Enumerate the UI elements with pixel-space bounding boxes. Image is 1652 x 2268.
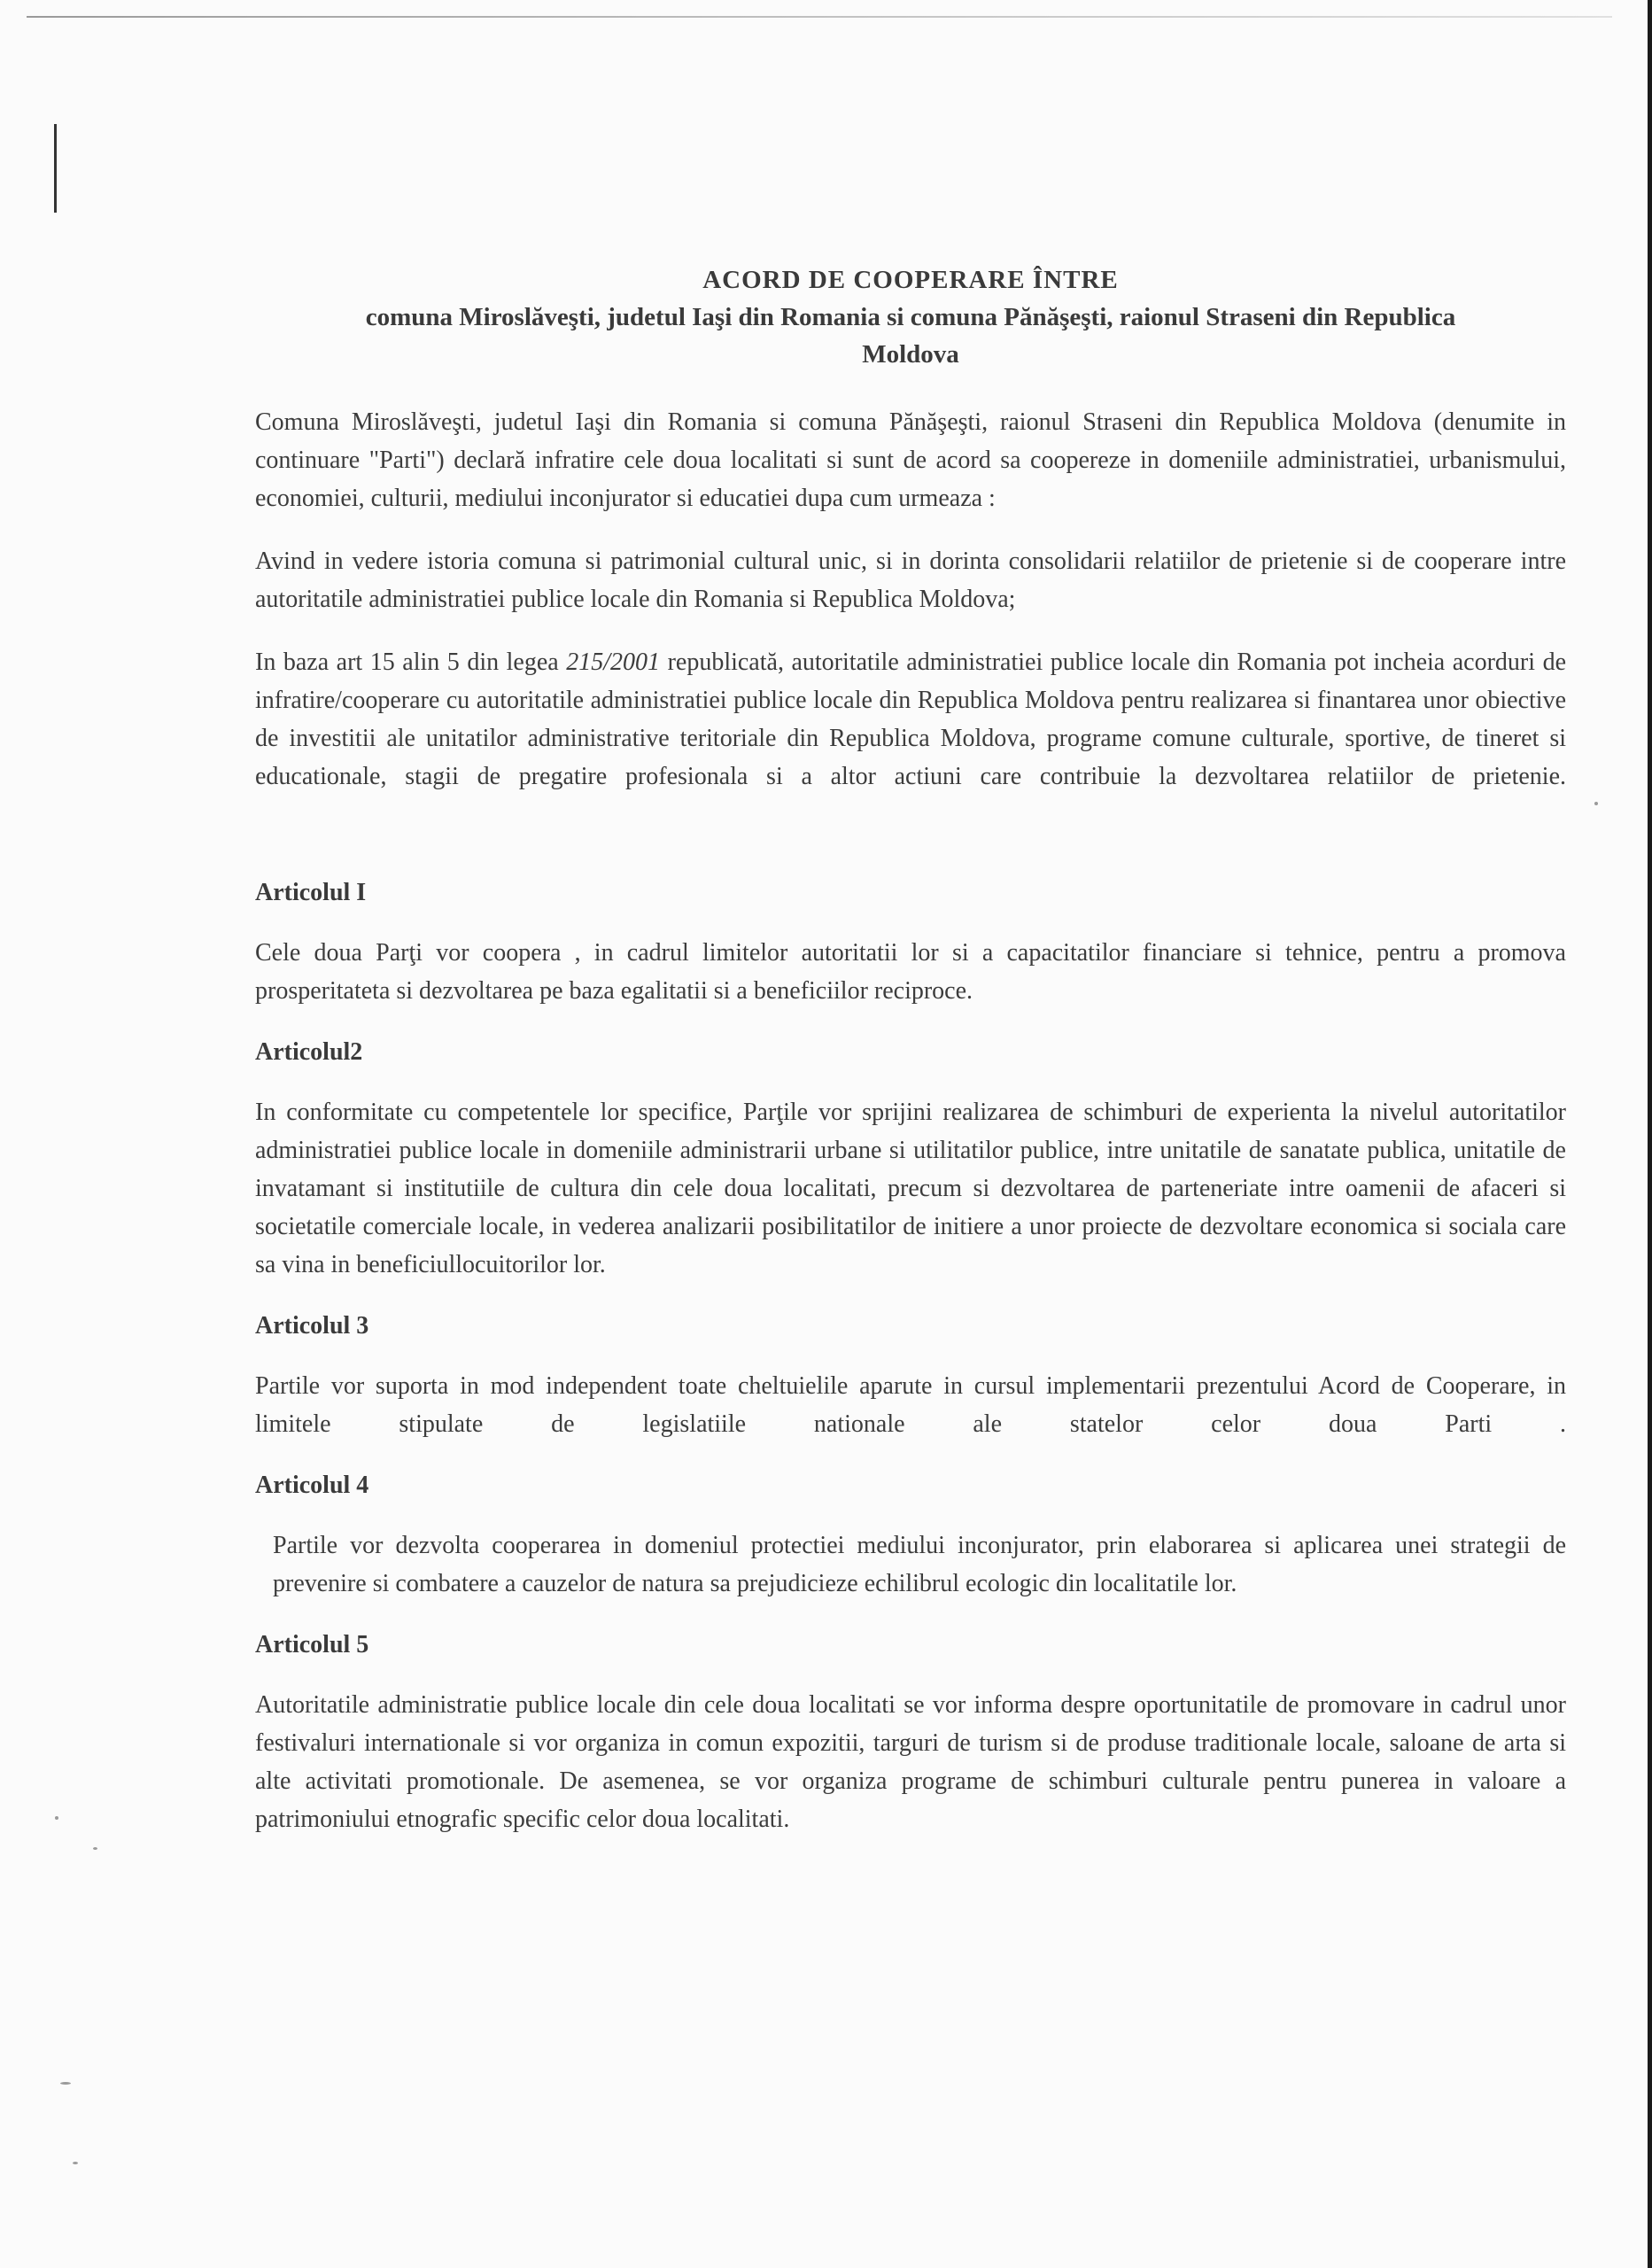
article-3-title: Articolul 3 — [255, 1312, 369, 1340]
article-5-title: Articolul 5 — [255, 1631, 369, 1658]
title-line-1: ACORD DE COOPERARE ÎNTRE — [702, 266, 1119, 294]
scan-left-margin-mark — [54, 124, 57, 213]
scan-top-edge-line — [27, 16, 1612, 18]
legal-basis-paragraph — [255, 643, 1566, 796]
article-2-text: In conformitate cu competentele lor specifice, Parţile vor sprijini realizarea de schimburi de experienta la nivelul autoritatilor administratiei publice locale in domeniile administrarii urbane si utilitatilor publice, intre unitatile de sanatate publica, unitatile de invatamant si institutiile de cultura din cele doua localitati, precum si dezvoltarea de parteneriate intre oamenii de afaceri si societatile comerciale locale, in vederea analizarii posibilitatilor de initiere a unor proiecte de dezvoltare economica si sociala care sa vina in beneficiullocuitorilor lor. — [255, 1099, 1566, 1278]
title-line-3: Moldova — [862, 340, 959, 369]
scan-speck — [73, 2162, 78, 2164]
article-4-text: Partile vor dezvolta cooperarea in domeniul protectiei mediului inconjurator, prin elaborarea si aplicarea unei strategii de prevenire si combatere a cauzelor de natura sa prejudicieze echilibrul ecologic din localitatile lor. — [273, 1532, 1566, 1597]
considerent-paragraph: Avind in vedere istoria comuna si patrimonial cultural unic, si in dorinta consolidarii relatiilor de prietenie si de cooperare intre autoritatile administratiei publice locale din Romania si Republica Moldova; — [255, 548, 1566, 613]
scan-speck — [60, 2082, 71, 2085]
scan-speck — [55, 1816, 58, 1820]
title-line-2: comuna Miroslăveşti, judetul Iaşi din Romania si comuna Pănăşeşti, raionul Straseni din Republica — [365, 303, 1456, 331]
scan-right-edge — [1648, 0, 1652, 2268]
document-page — [255, 261, 1566, 1863]
scan-speck — [1594, 802, 1598, 805]
article-1-title: Articolul I — [255, 879, 367, 906]
law-reference: 215/2001 — [566, 649, 661, 676]
article-4-title: Articolul 4 — [255, 1472, 369, 1499]
article-2-title: Articolul2 — [255, 1038, 363, 1066]
article-3-text: Partile vor suporta in mod independent toate cheltuielile aparute in cursul implementarii prezentului Acord de Cooperare, in limitele stipulate de legislatiile nationale ale statelor celor doua Parti . — [255, 1372, 1566, 1438]
document-title — [255, 261, 1566, 373]
scan-speck — [93, 1847, 97, 1850]
article-1-text: Cele doua Parţi vor coopera , in cadrul limitelor autoritatii lor si a capacitatilor financiare si tehnice, pentru a promova prosperitateta si dezvoltarea pe baza egalitatii si a beneficiilor reciproce. — [255, 939, 1566, 1005]
legal-basis-after: republicată, autoritatile administratiei publice locale din Romania pot incheia acorduri de infratire/cooperare cu autoritatile administratiei publice locale din Republica Moldova pentru realizarea si finantarea unor obiective de investitii ale unitatilor administrative teritoriale din Republica Moldova, programe comune culturale, sportive, de tineret si educationale, stagii de pregatire profesionala si a altor actiuni care contribuie la dezvoltarea relatiilor de prietenie. — [255, 649, 1566, 790]
spacer — [255, 820, 1566, 875]
article-5-text: Autoritatile administratie publice locale din cele doua localitati se vor informa despre oportunitatile de promovare in cadrul unor festivaluri internationale si vor organiza in comun expozitii, targuri de turism si de produse traditionale locale, saloane de arta si alte activitati promotionale. De asemenea, se vor organiza programe de schimburi culturale pentru punerea in valoare a patrimoniului etnografic specific celor doua localitati. — [255, 1691, 1566, 1833]
legal-basis-before: In baza art 15 alin 5 din legea — [255, 649, 567, 676]
intro-paragraph: Comuna Miroslăveşti, judetul Iaşi din Romania si comuna Pănăşeşti, raionul Straseni din Republica Moldova (denumite in continuare "Parti") declară infratire cele doua localitati si sunt de acord sa coopereze in domeniile administratiei, urbanismului, economiei, culturii, mediului inconjurator si educatiei dupa cum urmeaza : — [255, 408, 1566, 512]
